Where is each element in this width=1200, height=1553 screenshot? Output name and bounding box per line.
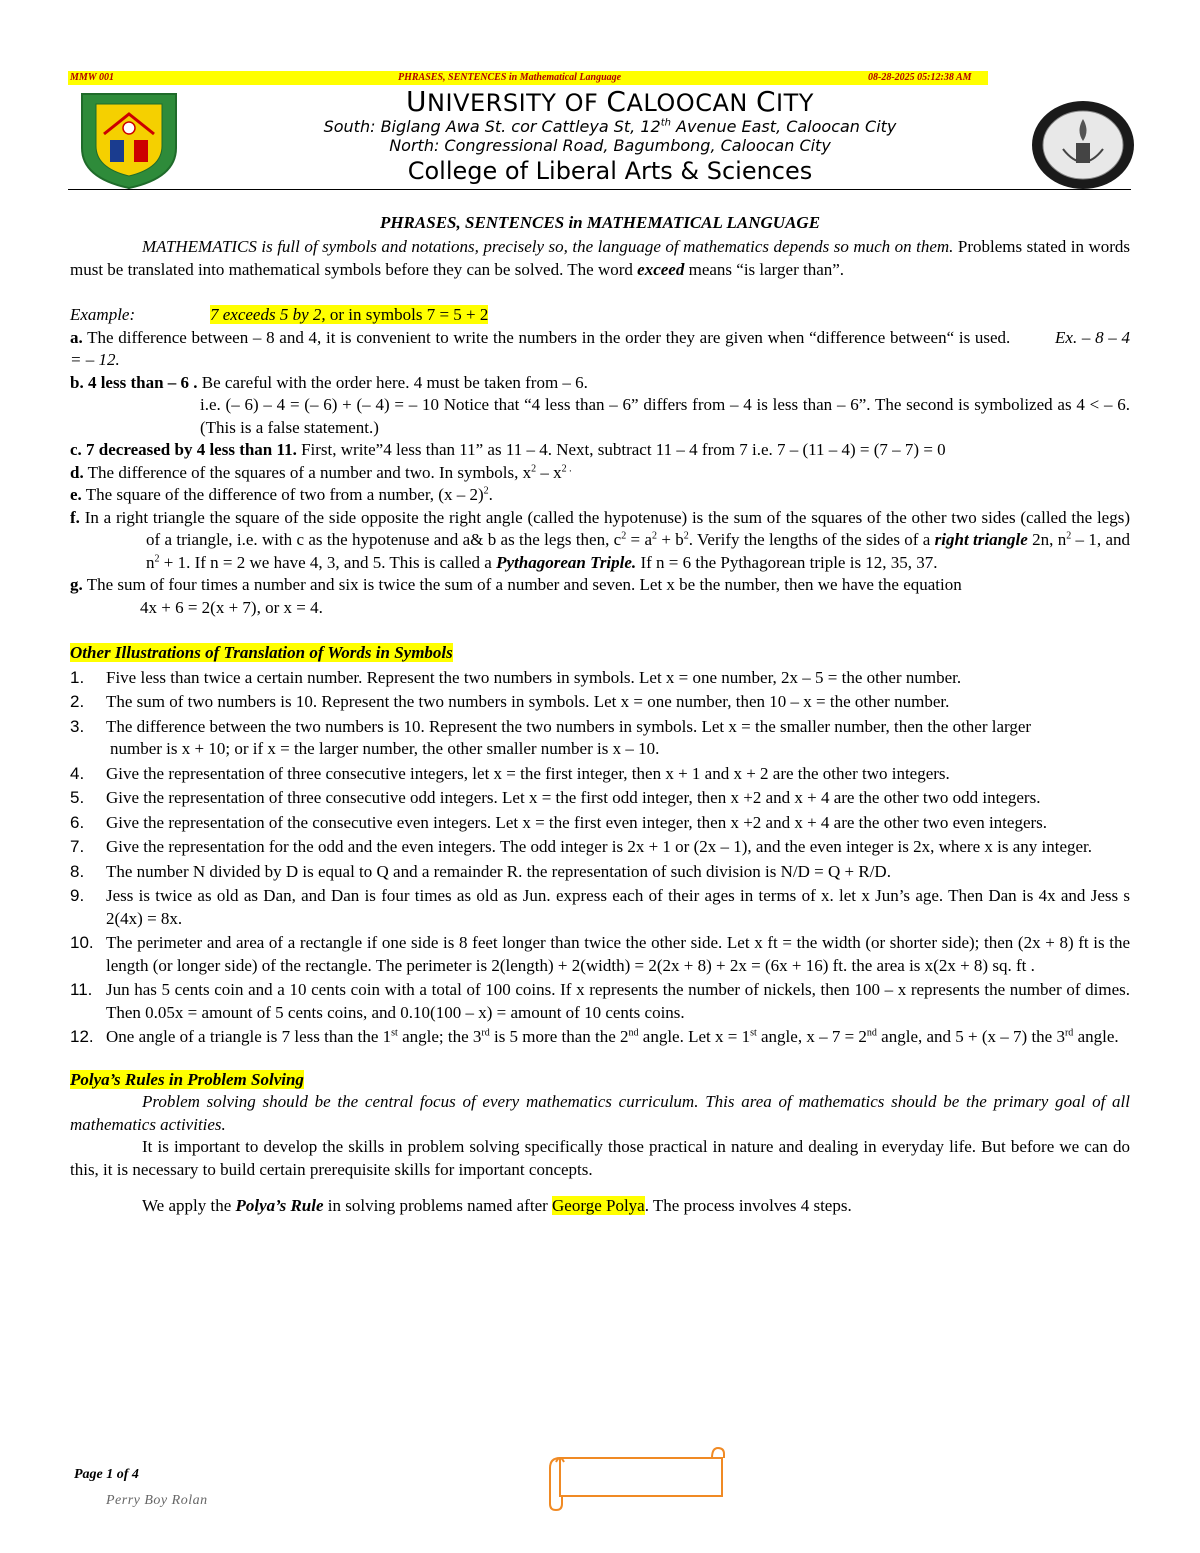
list-item: 1. Five less than twice a certain number. Represent the two numbers in symbols. Let x = one number, 2x – 5 = the other number. (70, 667, 962, 687)
print-datetime: 08-28-2025 05:12:38 AM (868, 72, 972, 83)
scroll-banner-shape (546, 1446, 726, 1512)
illustrations-list (70, 667, 1130, 1049)
polya-paragraph-1: Problem solving should be the central focus of every mathematics curriculum. This area of mathematics should be the primary goal of all mathematics activities. (70, 1092, 1130, 1134)
list-item: 6. Give the representation of the consecutive even integers. Let x = the first even integer, then x +2 and x + 4 are the other two even integers. (70, 812, 1048, 832)
example-line: Example: 7 exceeds 5 by 2, or in symbols 7 = 5 + 2 (70, 305, 489, 324)
item-e: e. The square of the difference of two from a number, (x – 2)$^2$. (70, 485, 493, 504)
document-body (70, 212, 1130, 1218)
illustrations-heading: Other Illustrations of Translation of Words in Symbols (70, 643, 453, 662)
item-a: a. The difference between – 8 and 4, it is convenient to write the numbers in the order they are given when “difference between“ is used. Ex. – 8 – 4 = – 12. (70, 327, 1131, 369)
list-item: 4. Give the representation of three consecutive integers, let x = the first integer, then x + 1 and x + 2 are the other two integers. (70, 763, 950, 783)
course-code: MMW 001 (70, 72, 114, 83)
list-item: 7. Give the representation for the odd and the even integers. The odd integer is 2x + 1 or (2x – 1), and the even integer is 2x, where x is any integer. (70, 837, 1093, 856)
header-divider (68, 189, 1131, 190)
course-subject: PHRASES, SENTENCES in Mathematical Language (398, 72, 622, 83)
polya-paragraph-3: We apply the Polya’s Rule in solving problems named after George Polya. The process involves 4 steps. (142, 1196, 852, 1215)
intro-paragraph: MATHEMATICS is full of symbols and notations, precisely so, the language of mathematics depends so much on them. Problems stated in words must be translated into mathematical symbols before they can be solved. The word exceed means “is larger than”. (70, 237, 1130, 279)
list-item: 3. The difference between the two numbers is 10. Represent the two numbers in symbols. Let x = the smaller number, then the other larger number is x + 10; or if x = the larger number, the other smaller number is x – 10. (70, 716, 1032, 758)
list-item: 2. The sum of two numbers is 10. Represent the two numbers in symbols. Let x = one number, then 10 – x = the other number. (70, 692, 950, 711)
college-name: College of Liberal Arts & Sciences (407, 157, 813, 185)
document-title: PHRASES, SENTENCES in MATHEMATICAL LANGUAGE (379, 213, 821, 232)
list-item: 11. Jun has 5 cents coin and a 10 cents coin with a total of 100 coins. If x represents the number of nickels, then 100 – x represents the number of dimes. Then 0.05x = amount of 5 cents coins, and 0.10(100 – x) = amount of 10 cents coins. (70, 980, 1130, 1022)
item-c: c. 7 decreased by 4 less than 11. First, write”4 less than 11” as 11 – 4. Next, subtract 11 – 4 from 7 i.e. 7 – (11 – 4) = (7 – 7) = 0 (70, 440, 946, 459)
list-item: 10. The perimeter and area of a rectangle if one side is 8 feet longer than twice the other side. Let x ft = the width (or shorter side); then (2x + 8) ft is the length (or longer side) of the rectangle. The perimeter is 2(length) + 2(width) = 2(2x + 8) + 2x = (6x + 16) ft. the area is x(2x + 8) sq. ft . (70, 933, 1130, 975)
item-f: f. In a right triangle the square of the side opposite the right angle (called the hypotenuse) is the sum of the squares of the other two sides (called the legs) of a triangle, i.e. with c as the hypotenuse and a& b as the legs then, $c^2 = a^2 + b^2$. Verify the lengths of the sides of a right triangle 2n, $n^2 - 1$, and $n^2 + 1$. If n = 2 we have 4, 3, and 5. This is called a Pythagorean Triple. If n = 6 the Pythagorean triple is 12, 35, 37. (70, 507, 1130, 572)
clas-seal-logo (1030, 99, 1136, 191)
polya-paragraph-2: It is important to develop the skills in problem solving specifically those practical in nature and dealing in everyday life. But before we can do this, it is necessary to build certain prerequisite skills for important concepts. (70, 1137, 1130, 1179)
polya-heading: Polya’s Rules in Problem Solving (70, 1069, 304, 1089)
item-d: d. The difference of the squares of a number and two. In symbols, $x^2 - x^{2 .}$ (70, 462, 572, 482)
top-info-bar (68, 71, 988, 85)
item-b: b. 4 less than – 6 . Be careful with the order here. 4 must be taken from – 6. (70, 372, 588, 392)
letterhead (190, 85, 1030, 187)
author-name: Perry Boy Rolan (106, 1493, 208, 1508)
page-number: Page 1 of 4 (74, 1467, 139, 1482)
list-item: 8. The number N divided by D is equal to Q and a remainder R. the representation of such division is N/D = Q + R/D. (70, 861, 891, 881)
item-g: g. The sum of four times a number and six is twice the sum of a number and seven. Let x be the number, then we have the equation (70, 575, 962, 594)
south-address: South: Biglang Awa St. cor Cattleya St, 12th Avenue East, Caloocan City (323, 117, 897, 136)
north-address: North: Congressional Road, Bagumbong, Caloocan City (389, 136, 831, 155)
item-g-equation: 4x + 6 = 2(x + 7), or x = 4. (140, 597, 323, 617)
list-item: 9. Jess is twice as old as Dan, and Dan is four times as old as Jun. express each of their ages in terms of x. let x Jun’s age. Then Dan is 4x and Jess s 2(4x) = 8x. (70, 886, 1130, 928)
university-seal-logo (74, 90, 184, 190)
list-item: 12. One angle of a triangle is 7 less than the 1st angle; the 3rd is 5 more than the 2nd angle. Let x = 1st angle, x – 7 = 2nd angle, and 5 + (x – 7) the 3rd angle. (70, 1027, 1119, 1046)
university-name: UNIVERSITY OF CALOOCAN CITY (406, 85, 814, 118)
item-b-explanation: i.e. (– 6) – 4 = (– 6) + (– 4) = – 10 Notice that “4 less than – 6” differs from – 4 is less than – 6”. The second is symbolized as 4 < – 6. (This is a false statement.) (200, 395, 1130, 437)
list-item: 5. Give the representation of three consecutive odd integers. Let x = the first odd integer, then x +2 and x + 4 are the other two odd integers. (70, 788, 1041, 807)
